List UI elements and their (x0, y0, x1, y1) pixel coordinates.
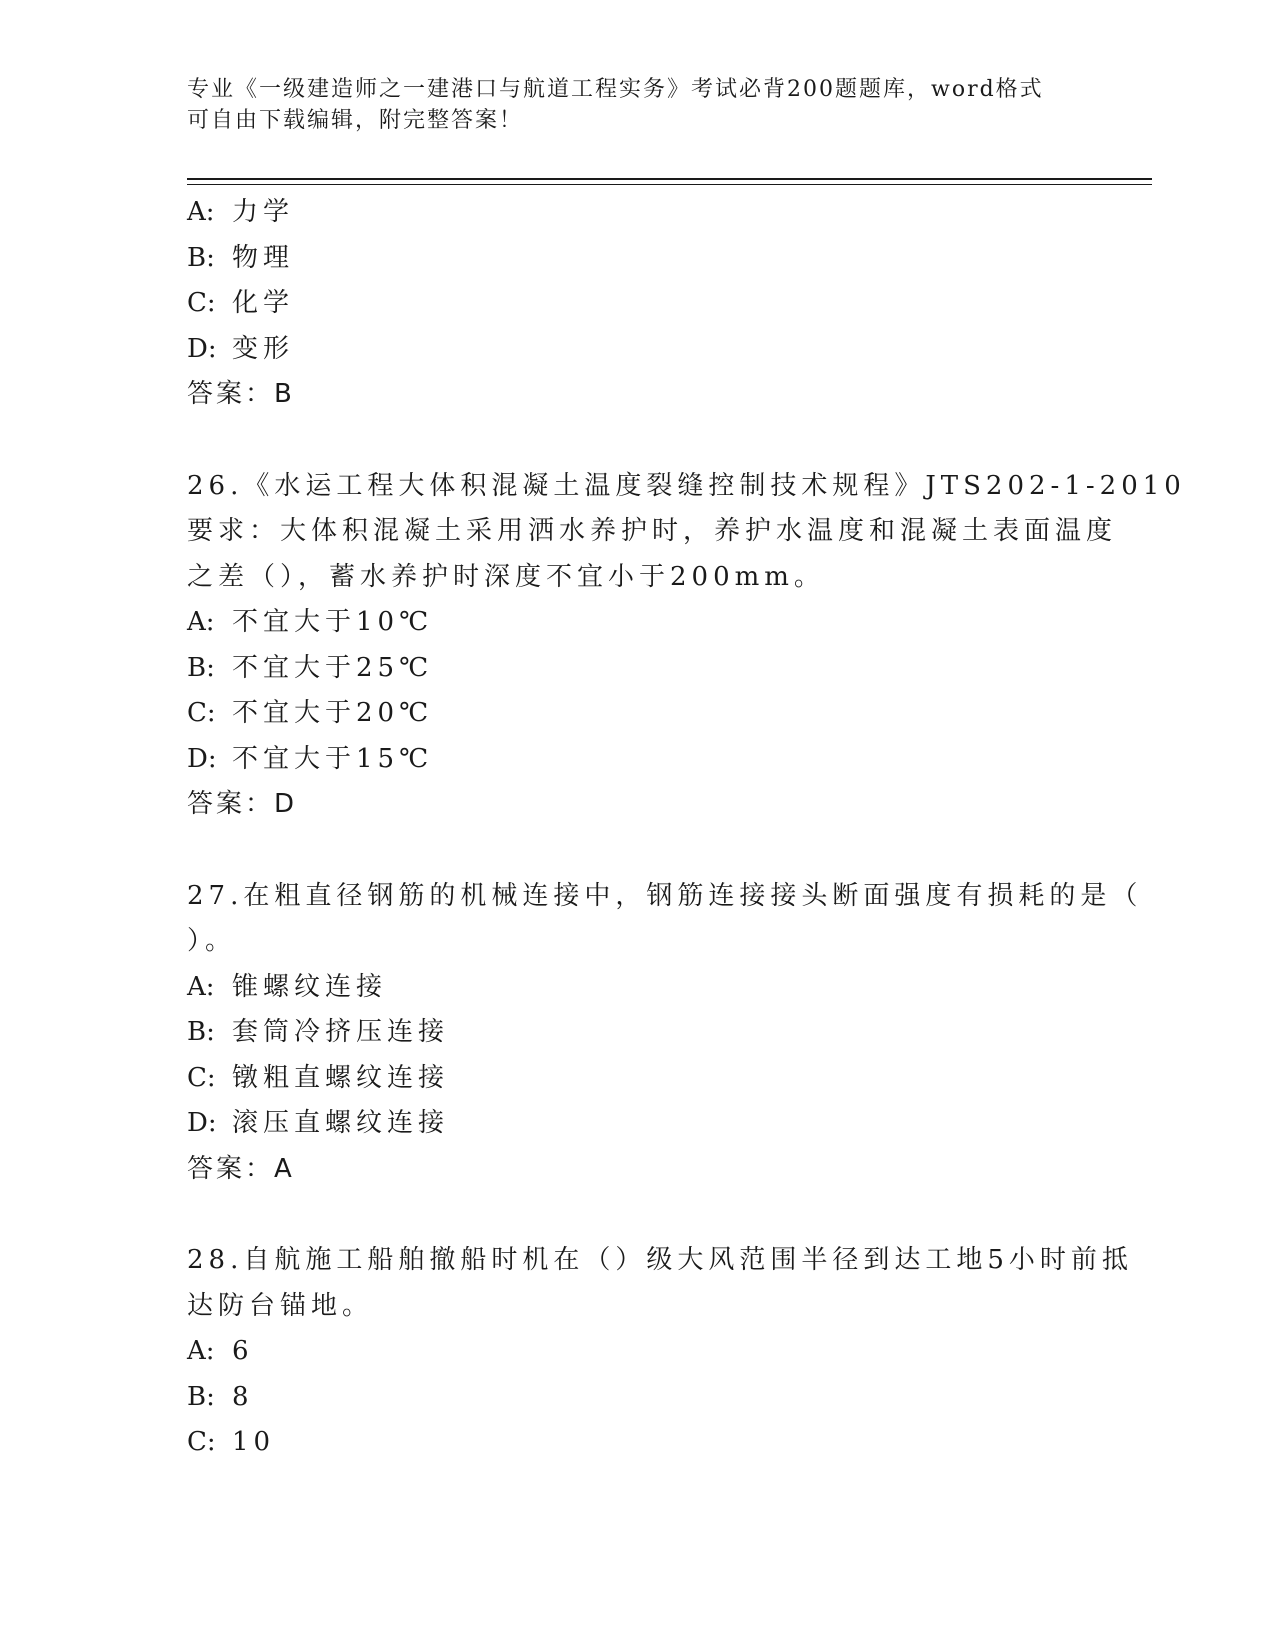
question-25 (187, 190, 1087, 418)
header-divider-thin (187, 184, 1152, 185)
question-28 (187, 1238, 1133, 1466)
question-text-line: 要求：大体积混凝土采用洒水养护时，养护水温度和混凝土表面温度 (187, 516, 1118, 546)
option-b: B: 不宜大于25℃ (187, 652, 434, 683)
header-divider-thick (187, 178, 1152, 180)
option-d: D: 滚压直螺纹连接 (187, 1108, 450, 1138)
question-text-line: 之差（），蓄水养护时深度不宜小于200mm。 (187, 561, 825, 592)
document-header (187, 74, 1067, 136)
question-text-line: ）。 (187, 926, 237, 956)
option-b: B: 套筒冷挤压连接 (187, 1017, 450, 1047)
option-a: A: 锥螺纹连接 (187, 971, 388, 1002)
spacer (187, 1192, 1087, 1238)
option-b: B: 物理 (187, 242, 295, 273)
question-text-line: 26.《水运工程大体积混凝土温度裂缝控制技术规程》JTS202-1-2010 (187, 470, 1186, 501)
option-a: A: 力学 (187, 197, 295, 227)
option-c: C: 化学 (187, 288, 295, 318)
header-line-1: 专业《一级建造师之一建港口与航道工程实务》考试必背200题题库，word格式 (187, 77, 1044, 102)
spacer (187, 828, 1087, 874)
option-b: B: 8 (187, 1381, 254, 1412)
question-text-line: 达防台锚地。 (187, 1290, 374, 1321)
option-c: C: 镦粗直螺纹连接 (187, 1062, 450, 1093)
header-line-2: 可自由下载编辑，附完整答案！ (187, 108, 524, 133)
option-d: D: 不宜大于15℃ (187, 743, 434, 774)
option-a: A: 不宜大于10℃ (187, 607, 434, 637)
question-26 (187, 464, 1186, 828)
question-27 (187, 874, 1143, 1193)
answer-line: 答案：B (187, 379, 295, 409)
option-d: D: 变形 (187, 333, 295, 364)
answer-line: 答案：A (187, 1153, 295, 1184)
question-text-line: 27.在粗直径钢筋的机械连接中，钢筋连接接头断面强度有损耗的是（ (187, 880, 1143, 911)
spacer (187, 418, 1087, 464)
question-list (187, 190, 1186, 1466)
answer-line: 答案：D (187, 789, 298, 819)
option-c: C: 不宜大于20℃ (187, 698, 434, 728)
option-a: A: 6 (187, 1336, 254, 1366)
option-c: C: 10 (187, 1427, 276, 1457)
question-text-line: 28.自航施工船舶撤船时机在（）级大风范围半径到达工地5小时前抵 (187, 1245, 1133, 1275)
